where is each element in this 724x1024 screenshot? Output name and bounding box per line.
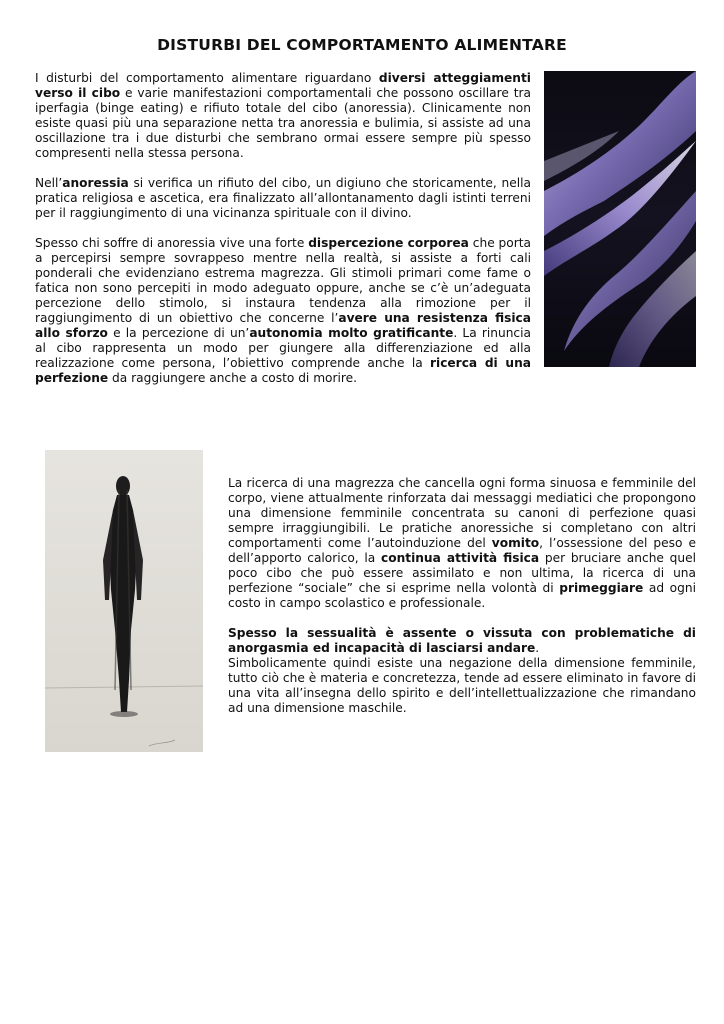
text-run: Spesso chi soffre di anoressia vive una forte xyxy=(35,236,309,250)
text-run: che porta a percepirsi sempre sovrappeso mentre nella realtà, si assiste a forti cali ponderali che evidenziano estrema magrezza. Gli stimoli primari come fame o fatica non sono percepiti in modo adeguato oppure, anche se c’è un’adeguata percezione dello stimolo, si instaura tendenza alla rimozione per il raggiungimento di un obiettivo che concerne l’ xyxy=(35,236,532,325)
text-run: da raggiungere anche a costo di morire. xyxy=(108,371,358,385)
text-run: La ricerca di una magrezza che cancella ogni forma sinuosa e femminile del corpo, viene attualmente rinforzata dai messaggi mediatici che propongono una dimensione femminile concentrata su canoni di perfezione quasi sempre irraggiungibili. Le pratiche anoressiche si completano con altri comportamenti come l’autoinduzione del xyxy=(228,476,696,550)
text-run: . La rinuncia al cibo rappresenta un modo per giungere alla differenziazione ed alla realizzazione come persona, l’obiettivo comprende anche la xyxy=(35,326,531,370)
body-column xyxy=(228,476,696,731)
page-title: DISTURBI DEL COMPORTAMENTO ALIMENTARE xyxy=(157,36,567,54)
text-run: e la percezione di un’ xyxy=(107,326,250,340)
paragraph-magrezza xyxy=(228,476,696,611)
emphasis: anoressia xyxy=(62,176,129,190)
emphasis: continua attività fisica xyxy=(380,551,540,565)
emphasis: primeggiare xyxy=(559,581,644,595)
emphasis: Spesso la sessualità è assente o vissuta con problematiche di anorgasmia ed incapacità di lasciarsi andare xyxy=(228,626,696,655)
text-run: e varie manifestazioni comportamentali che possono oscillare tra iperfagia (binge eating) e rifiuto totale del cibo (anoressia). Clinicamente non esiste quasi più una separazione netta tra anoressia e bulimia, si assiste ad una oscillazione tra i due disturbi che sembrano ormai essere sempre più spesso compresenti nella stessa persona. xyxy=(35,86,531,160)
intro-column xyxy=(35,71,531,401)
paragraph-simbolicamente xyxy=(228,656,696,716)
emphasis: vomito xyxy=(491,536,540,550)
paragraph-anoressia xyxy=(35,176,531,221)
emphasis: avere una resistenza fisica allo sforzo xyxy=(35,311,531,340)
emphasis: ricerca di una perfezione xyxy=(35,356,531,385)
text-run: Simbolicamente quindi esiste una negazione della dimensione femminile, tutto ciò che è materia e concretezza, tende ad essere eliminato in favore di una vita all’insegna dello spirito e dell’intellettualizzazione che rimandano ad una dimensione maschile. xyxy=(228,656,696,715)
paragraph-dispercezione xyxy=(35,236,531,386)
text-run: si verifica un rifiuto del cibo, un digiuno che storicamente, nella pratica religiosa e ascetica, era finalizzato all’allontanamento dagli istinti terreni per il raggiungimento di una vicinanza spirituale con il divino. xyxy=(35,176,531,220)
text-run: Nell’ xyxy=(35,176,63,190)
paragraph-sessualita xyxy=(228,626,696,656)
emphasis: diversi atteggiamenti verso il cibo xyxy=(35,71,531,100)
emphasis: autonomia molto gratificante xyxy=(249,326,454,340)
text-run: . xyxy=(535,641,540,655)
paragraph-disturbi xyxy=(35,71,531,161)
silk-fabric-image xyxy=(544,71,696,367)
text-run: ad ogni costo in campo scolastico e professionale. xyxy=(228,581,696,610)
sculpture-figure-image xyxy=(45,450,203,752)
text-run: , l’ossessione del peso e dell’apporto calorico, la xyxy=(228,536,696,565)
emphasis: dispercezione corporea xyxy=(308,236,469,250)
text-run: I disturbi del comportamento alimentare riguardano xyxy=(35,71,379,85)
text-run: per bruciare anche quel poco cibo che può essere assimilato e non ultima, la ricerca di una perfezione “sociale” che si esprime nella volontà di xyxy=(228,551,696,595)
